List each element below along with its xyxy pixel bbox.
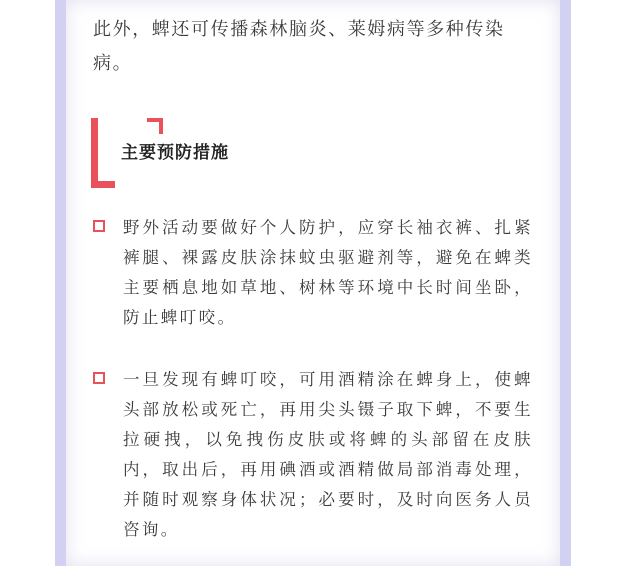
intro-paragraph: 此外，蜱还可传播森林脑炎、莱姆病等多种传染病。	[93, 19, 505, 74]
corner-bracket-top-icon	[147, 118, 163, 134]
section-heading	[91, 118, 391, 188]
corner-bracket-foot	[91, 181, 115, 188]
section-title: 主要预防措施	[121, 143, 229, 163]
square-marker-icon	[93, 372, 105, 384]
left-frame-border	[55, 0, 66, 566]
list-item-text: 一旦发现有蜱叮咬，可用酒精涂在蜱身上，使蜱头部放松或死亡，再用尖头镊子取下蜱，不要生拉硬拽，以免拽伤皮肤或将蜱的头部留在皮肤内，取出后，再用碘酒或酒精做局部消毒处理，并随时观察身体状况；必要时，及时向医务人员咨询。	[123, 370, 533, 539]
square-marker-icon	[93, 220, 105, 232]
list-item-text: 野外活动要做好个人防护，应穿长袖衣裤、扎紧裤腿、裸露皮肤涂抹蚊虫驱避剂等，避免在蜱类主要栖息地如草地、树林等环境中长时间坐卧，防止蜱叮咬。	[123, 218, 533, 327]
right-frame-border	[560, 0, 571, 566]
list-item	[93, 213, 533, 333]
list-item	[93, 365, 533, 545]
corner-bracket-icon	[91, 118, 98, 188]
